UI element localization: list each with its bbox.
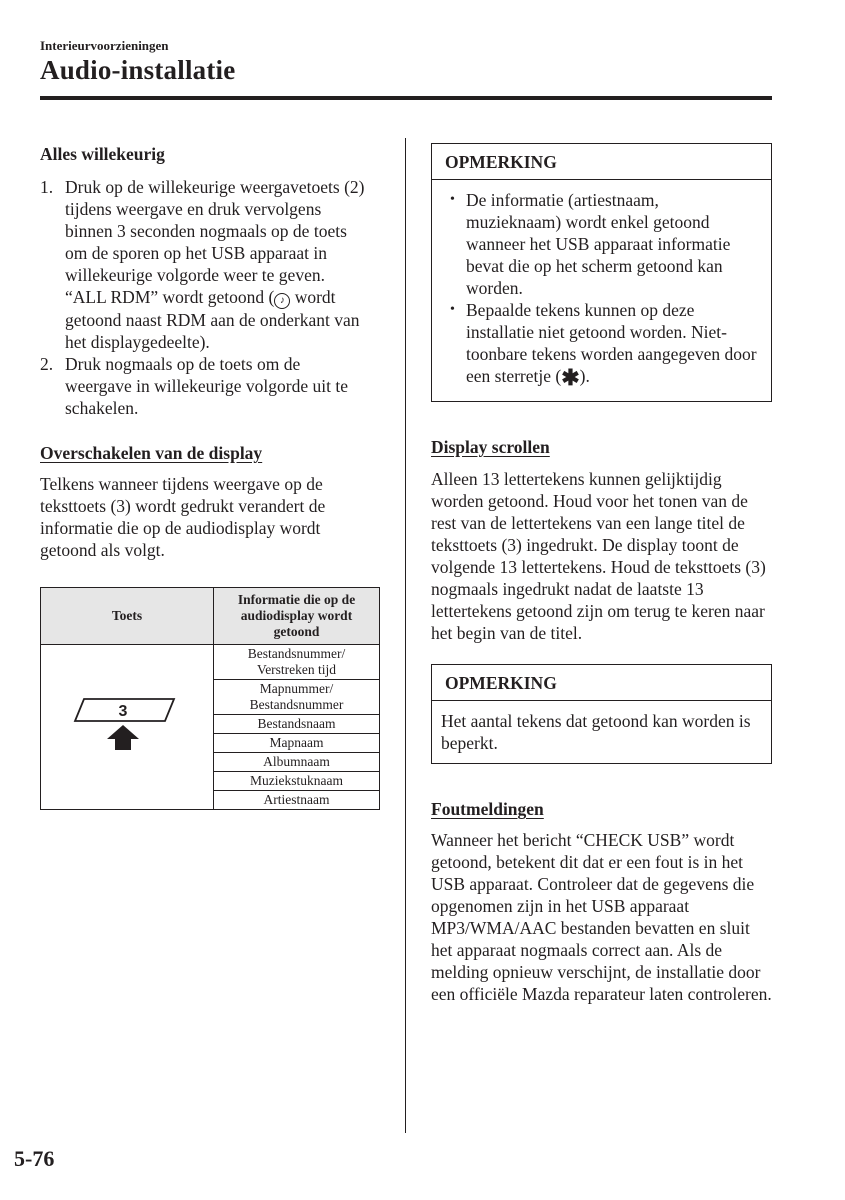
press-arrow-icon [107, 725, 139, 750]
note-box-2 [431, 664, 772, 764]
table-cell: Bestandsnummer/ Verstreken tijd [214, 645, 380, 680]
random-steps [40, 176, 370, 419]
note-title: OPMERKING [432, 144, 771, 180]
step-text-continued: wordt getoond naast RDM aan de onderkant van het displaygedeelte). [65, 287, 360, 352]
scroll-heading: Display scrollen [431, 437, 550, 457]
key-cell [41, 645, 214, 810]
note-bullet-end: ). [579, 366, 590, 386]
note-bullets [445, 189, 758, 389]
table-cell: Mapnummer/ Bestandsnummer [214, 680, 380, 715]
step-text: Druk op de willekeurige weergavetoets (2) tijdens weergave en druk vervolgens binnen 3 seconden nogmaals op de toets om de sporen op het USB apparaat in willekeurige volgorde weer te geven. “ALL RDM” wordt getoond ( [65, 177, 365, 307]
table-cell: Artiestnaam [214, 791, 380, 810]
text-button-3-icon [72, 695, 182, 755]
table-cell: Muziekstuknaam [214, 772, 380, 791]
table-header-row [41, 588, 380, 645]
note-title: OPMERKING [432, 665, 771, 701]
errors-heading: Foutmeldingen [431, 799, 544, 819]
page-number: 5-76 [14, 1146, 55, 1171]
table-row [41, 645, 380, 680]
random-heading: Alles willekeurig [40, 144, 165, 164]
step-number: 1. [40, 177, 54, 197]
header-rule [40, 96, 772, 100]
scroll-paragraph: Alleen 13 lettertekens kunnen gelijktijdig worden getoond. Houd voor het tonen van de rest van de lettertekens van een lange titel de teksttoets (3) ingedrukt. De display toont de volgende 13 lettertekens. Houd de teksttoets (3) nogmaals ingedrukt nadat de laatste 13 lettertekens getoond zijn om terug te keren naar het begin van de titel. [431, 469, 766, 643]
asterisk-icon: ✱ [561, 365, 580, 390]
errors-paragraph: Wanneer het bericht “CHECK USB” wordt getoond, betekent dit dat er een fout is in het USB apparaat. Controleer dat de gegevens die opgenomen zijn in het USB apparaat MP3/WMA/AAC bestanden bevatten en sluit het apparaat nogmaals correct aan. Als de melding opnieuw verschijnt, de installatie door een officiële Mazda reparateur laten controleren. [431, 830, 772, 1004]
table-cell: Bestandsnaam [214, 715, 380, 734]
note-text: Het aantal tekens dat getoond kan worden is beperkt. [441, 711, 751, 753]
display-heading: Overschakelen van de display [40, 443, 263, 463]
step-number: 2. [40, 354, 54, 374]
table-cell: Mapnaam [214, 734, 380, 753]
right-column [431, 143, 772, 1005]
page-title: Audio-installatie [40, 55, 236, 85]
step-2 [40, 353, 370, 419]
display-paragraph: Telkens wanneer tijdens weergave op de teksttoets (3) wordt gedrukt verandert de informatie die op de audiodisplay wordt getoond als volgt. [40, 474, 326, 560]
note-bullet [445, 299, 758, 389]
section-label: Interieurvoorzieningen [40, 38, 169, 53]
table-header-toets: Toets [41, 588, 214, 645]
table-cell: Albumnaam [214, 753, 380, 772]
column-divider [405, 138, 406, 1133]
step-text: Druk nogmaals op de toets om de weergave in willekeurige volgorde uit te schakelen. [65, 354, 348, 418]
table-header-info: Informatie die op de audiodisplay wordt getoond [214, 588, 380, 645]
step-1 [40, 176, 370, 353]
note-body [432, 180, 771, 401]
display-table [40, 587, 380, 810]
note-box-1 [431, 143, 772, 402]
key-label: 3 [118, 703, 128, 720]
note-bullet: • De informatie (artiestnaam, muzieknaam) wordt enkel getoond wanneer het USB apparaat informatie bevat die op het scherm getoond kan worden. [445, 189, 758, 299]
note-bullet-text: Bepaalde tekens kunnen op deze installatie niet getoond worden. Niet-toonbare tekens worden aangegeven door een sterretje ( [466, 300, 757, 386]
left-column [40, 143, 370, 810]
music-note-icon: ♪ [274, 293, 290, 309]
